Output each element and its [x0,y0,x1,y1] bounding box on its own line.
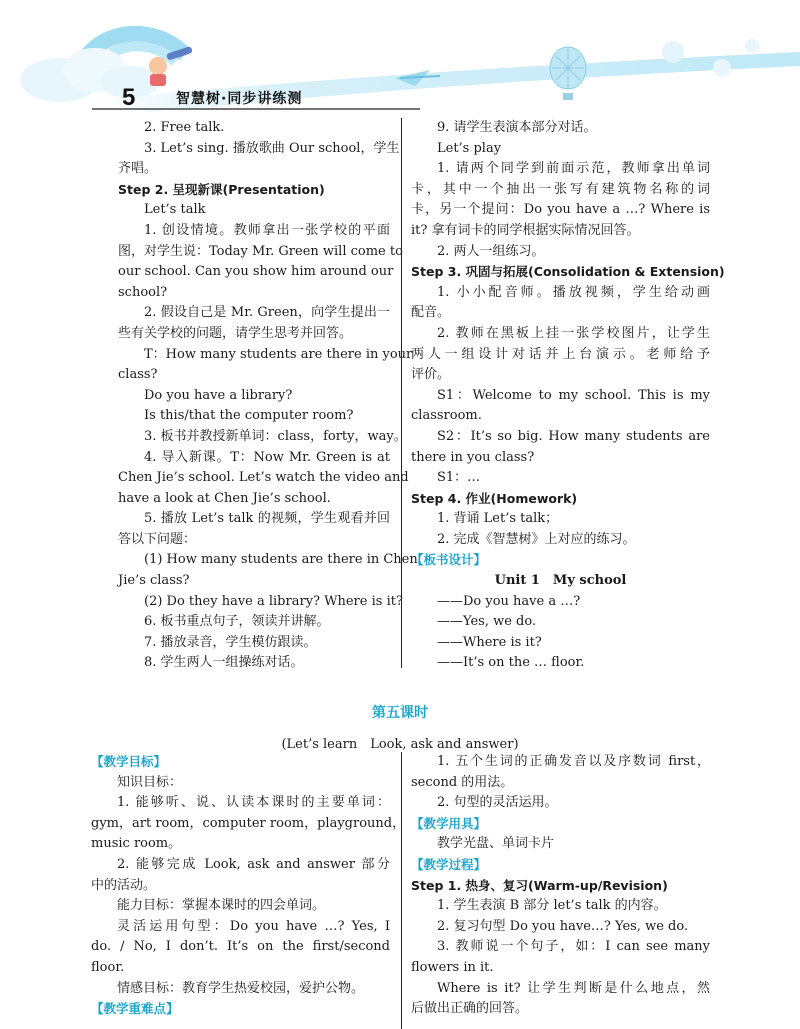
top-left-line: school? [118,284,168,300]
lesson-title: 第五课时 [372,705,428,721]
dot-decoration-icon [713,59,731,77]
bottom-left-line: 【教学重难点】 [91,1001,179,1017]
top-left-line: T：How many students are there in your [144,346,413,362]
bottom-left-line: 知识目标： [117,774,183,790]
top-right-line: 2. 完成《智慧树》上对应的练习。 [437,531,636,547]
top-right-line: S2：It’s so big. How many students are [437,428,710,444]
top-right-line: 【板书设计】 [411,552,487,568]
top-left-column [118,118,418,674]
top-right-line: there in you class? [411,449,535,465]
top-right-line: 卡，另一个提问：Do you have a …? Where is [411,202,710,218]
series-title: 智慧树·同步讲练测 [176,91,303,107]
column-divider-bottom [401,752,402,1029]
top-left-line: class? [118,367,158,383]
bottom-left-line: do. / No, I don’t. It’s on the first/second [91,939,390,955]
lesson-subtitle: (Let’s learn Look, ask and answer) [281,737,519,752]
top-right-line: 1. 请两个同学到前面示范，教师拿出单词 [437,161,710,177]
top-right-line: ——Yes, we do. [437,614,537,630]
hot-air-balloon-icon [550,47,586,100]
top-left-line: 1. 创设情境。教师拿出一张学校的平面 [144,222,390,238]
top-left-line: our school. Can you show him around our [118,264,394,280]
top-right-line: 2. 两人一组练习。 [437,243,545,259]
cloud-icon [20,48,160,102]
top-left-line: 2. Free talk. [144,120,225,135]
page-number: 5 [122,84,136,111]
page-header [0,0,800,118]
top-left-line: Is this/that the computer room? [144,408,354,424]
bottom-right-line: 3. 教师说一个句子，如：I can see many [437,939,710,955]
column-divider-top [401,118,402,668]
bottom-right-line: 【教学用具】 [411,815,487,831]
bottom-right-line: 1. 五个生词的正确发音以及序数词 first， [437,754,710,769]
top-left-line: 8. 学生两人一组操练对话。 [144,655,304,671]
top-right-line: Step 3. 巩固与拓展(Consolidation & Extension) [411,264,725,280]
top-right-line: ——It’s on the … floor. [437,655,585,671]
bottom-left-line: 1. 能够听、说、认读本课时的主要单词： [117,795,390,811]
top-right-line: ——Do you have a …? [437,593,581,609]
bottom-left-line: 2. 能够完成 Look, ask and answer 部分 [117,856,390,872]
top-left-line: Jie’s class? [118,573,190,589]
top-right-line: S1：Welcome to my school. This is my [437,387,710,403]
top-left-line: 答以下问题： [118,531,197,547]
top-right-line: classroom. [411,408,482,424]
sun-icon [662,41,684,63]
top-left-line: 齐唱。 [118,161,158,177]
top-right-line: 配音。 [411,305,451,321]
bottom-right-line: 【教学过程】 [411,856,487,872]
bottom-right-line: flowers in it. [411,959,494,975]
top-left-line: 5. 播放 Let’s talk 的视频，学生观看并回 [144,511,390,527]
top-left-line: 3. Let’s sing. 播放歌曲 Our school，学生 [144,140,400,156]
bottom-left-line: music room。 [91,836,182,852]
top-left-line: Do you have a library? [144,387,293,403]
top-left-line: Let’s talk [144,202,206,218]
top-left-line: 6. 板书重点句子，领读并讲解。 [144,614,330,630]
bottom-right-line: 2. 复习句型 Do you have…? Yes, we do. [437,918,689,934]
top-left-line: Chen Jie’s school. Let’s watch the video and [118,470,409,486]
bottom-left-column [91,752,406,1020]
top-left-line: 7. 播放录音，学生模仿跟读。 [144,634,317,650]
top-right-line: S1：… [437,470,481,486]
bottom-left-line: 中的活动。 [91,877,157,893]
bottom-right-line: 2. 句型的灵活运用。 [437,795,558,811]
bottom-right-line: second 的用法。 [411,774,514,790]
bottom-right-line: 1. 学生表演 B 部分 let’s talk 的内容。 [437,898,667,914]
top-right-line: 卡，其中一个抽出一张写有建筑物名称的词 [411,181,710,197]
top-right-line: 1. 背诵 Let’s talk； [437,511,559,527]
top-right-line: 1. 小小配音师。播放视频，学生给动画 [437,284,710,300]
top-right-line: Step 4. 作业(Homework) [411,490,578,506]
top-left-line: (2) Do they have a library? Where is it? [144,593,403,609]
top-left-line: 3. 板书并教授新单词：class，forty，way。 [144,428,407,444]
bottom-left-line: 情感目标：教育学生热爱校园，爱护公物。 [117,980,365,996]
top-left-line: (1) How many students are there in Chen [144,552,418,568]
top-left-line: 图，对学生说：Today Mr. Green will come to [118,243,403,259]
bottom-left-line: floor. [91,959,125,975]
top-right-line: Unit 1 My school [494,573,627,589]
top-left-line: Step 2. 呈现新课(Presentation) [118,181,325,197]
bottom-left-line: 能力目标：掌握本课时的四会单词。 [117,898,326,914]
bottom-left-line: gym，art room，computer room，playground， [91,815,406,831]
bottom-left-line: 灵活运用句型：Do you have …? Yes, I [117,918,390,934]
top-right-line: 评价。 [411,367,451,383]
top-right-line: 两人一组设计对话并上台演示。老师给予 [411,346,710,362]
bottom-right-line: 教学光盘、单词卡片 [437,836,555,852]
top-left-line: 些有关学校的问题，请学生思考并回答。 [118,325,353,341]
top-right-line: Let’s play [437,140,502,156]
bottom-left-line: 【教学目标】 [91,754,167,769]
top-left-line: 2. 假设自己是 Mr. Green，向学生提出一 [144,305,390,321]
top-right-line: ——Where is it? [437,634,542,650]
top-right-column [411,118,725,674]
bottom-right-line: Step 1. 热身、复习(Warm-up/Revision) [411,877,668,893]
top-right-line: 2. 教师在黑板上挂一张学校图片，让学生 [437,325,710,341]
bottom-right-line: Where is it? 让学生判断是什么地点，然 [437,980,710,996]
top-right-line: 9. 请学生表演本部分对话。 [437,120,597,135]
bottom-right-line: 后做出正确的回答。 [411,1001,529,1017]
top-left-line: 4. 导入新课。T：Now Mr. Green is at [144,449,390,465]
bottom-right-column [411,752,710,1020]
top-left-line: have a look at Chen Jie’s school. [118,490,331,506]
header-banner-art [0,0,800,118]
top-right-line: it? 拿有词卡的同学根据实际情况回答。 [411,222,640,238]
dot-decoration-icon [745,39,759,53]
